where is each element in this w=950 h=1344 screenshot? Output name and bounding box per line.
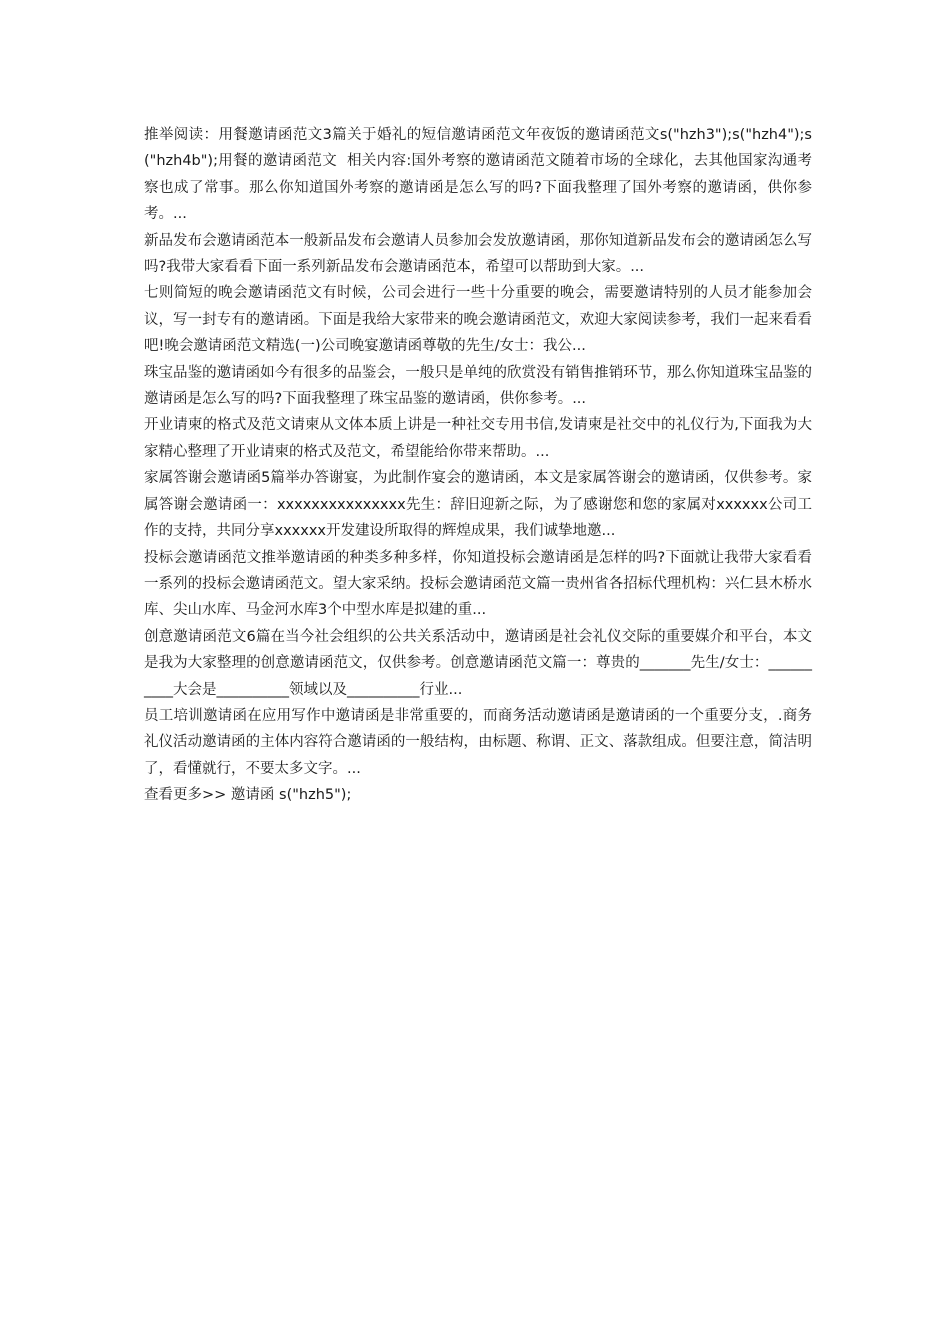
article-summary-evening-party: 七则简短的晚会邀请函范文有时候，公司会进行一些十分重要的晚会，需要邀请特别的人员才能参加会议，写一封专有的邀请函。下面是我给大家带来的晚会邀请函范文，欢迎大家阅读参考，我们一起来看看吧!晚会邀请函范文精选(一)公司晚宴邀请函尊敬的先生/女士：我公...: [144, 285, 812, 355]
article-summary-opening-invitation: 开业请柬的格式及范文请柬从文体本质上讲是一种社交专用书信,发请柬是社交中的礼仪行为,下面我为大家精心整理了开业请柬的格式及范文，希望能给你带来帮助。...: [144, 417, 812, 460]
see-more-link[interactable]: 查看更多>> 邀请函 s("hzh5");: [144, 787, 352, 804]
article-summary-new-product-launch: 新品发布会邀请函范本一般新品发布会邀请人员参加会发放邀请函，那你知道新品发布会的邀请函怎么写吗?我带大家看看下面一系列新品发布会邀请函范本，希望可以帮助到大家。...: [144, 232, 812, 276]
document-body: [144, 122, 812, 809]
article-summary-staff-training: 员工培训邀请函在应用写作中邀请函是非常重要的，而商务活动邀请函是邀请函的一个重要分支，.商务礼仪活动邀请函的主体内容符合邀请函的一般结构，由标题、称谓、正文、落款组成。但要注意，简洁明了，看懂就行，不要太多文字。...: [144, 707, 812, 777]
recommended-reading-paragraph: 推举阅读：用餐邀请函范文3篇关于婚礼的短信邀请函范文年夜饭的邀请函范文s("hzh3");s("hzh4");s("hzh4b");用餐的邀请函范文 相关内容:国外考察的邀请函范文随着市场的全球化，去其他国家沟通考察也成了常事。那么你知道国外考察的邀请函是怎么写的吗?下面我整理了国外考察的邀请函，供你参考。...: [144, 127, 812, 223]
article-summary-creative: 创意邀请函范文6篇在当今社会组织的公共关系活动中，邀请函是社会礼仪交际的重要媒介和平台，本文是我为大家整理的创意邀请函范文，仅供参考。创意邀请函范文篇一：尊贵的_______先生/女士：__________大会是__________领域以及__________行业...: [144, 628, 812, 698]
article-summary-family-thanks: 家属答谢会邀请函5篇举办答谢宴，为此制作宴会的邀请函，本文是家属答谢会的邀请函，仅供参考。家属答谢会邀请函一：xxxxxxxxxxxxxxx先生：辞旧迎新之际，为了感谢您和您的家属对xxxxxx公司工作的支持，共同分享xxxxxx开发建设所取得的辉煌成果，我们诚挚地邀...: [144, 470, 812, 540]
article-summary-bidding: 投标会邀请函范文推举邀请函的种类多种多样，你知道投标会邀请函是怎样的吗?下面就让我带大家看看一系列的投标会邀请函范文。望大家采纳。投标会邀请函范文篇一贵州省各招标代理机构：兴仁县木桥水库、尖山水库、马金河水库3个中型水库是拟建的重...: [144, 549, 812, 619]
article-summary-jewelry-appraisal: 珠宝品鉴的邀请函如今有很多的品鉴会，一般只是单纯的欣赏没有销售推销环节，那么你知道珠宝品鉴的邀请函是怎么写的吗?下面我整理了珠宝品鉴的邀请函，供你参考。...: [144, 364, 812, 408]
